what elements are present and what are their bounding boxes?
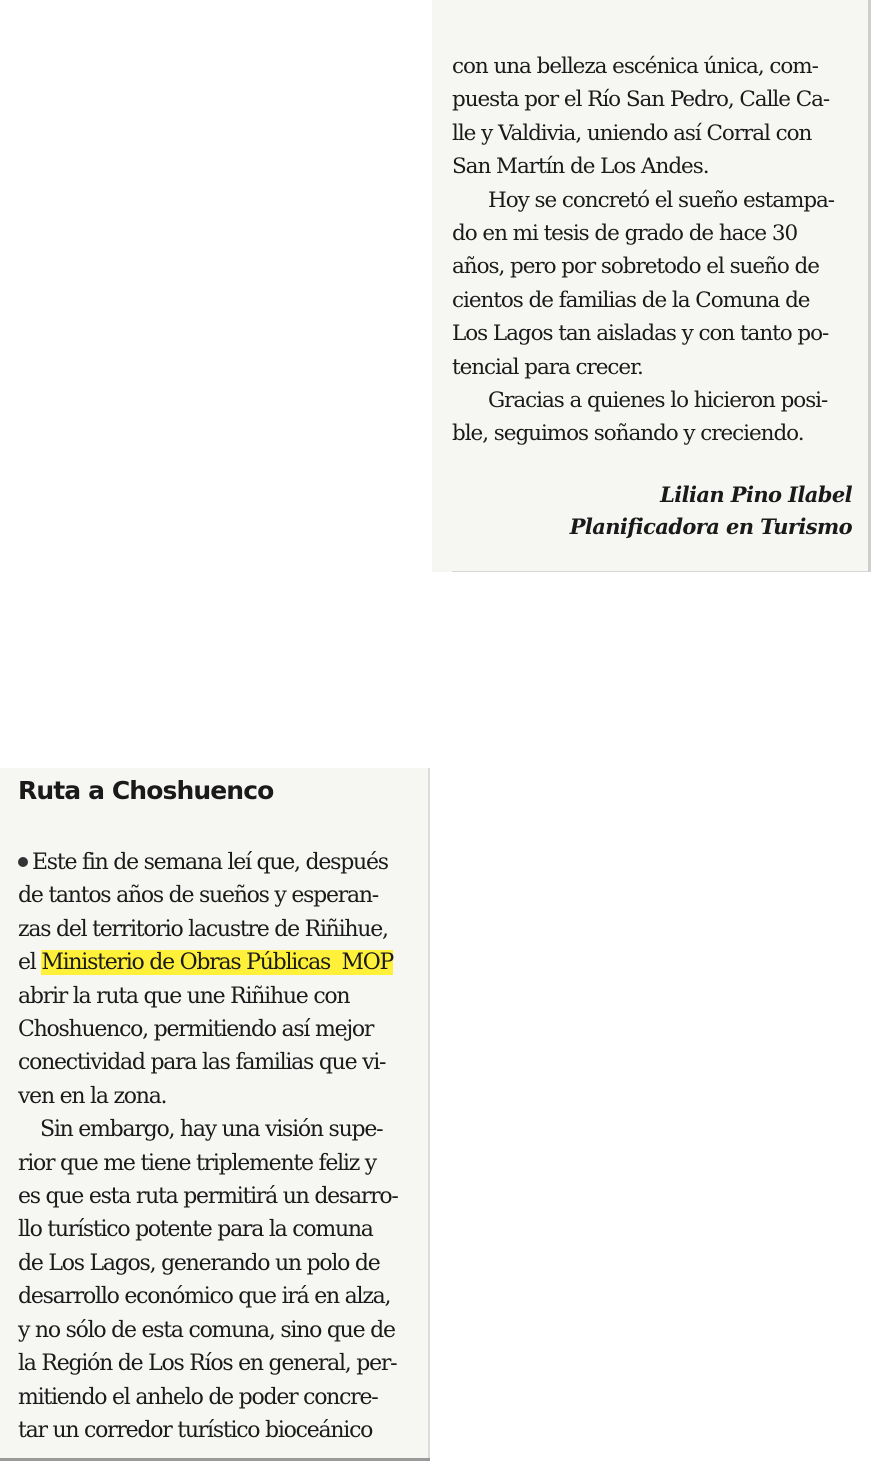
text-line: desarrollo económico que irá en alza, [18, 1284, 391, 1310]
text-line: años, pero por sobretodo el sueño de [452, 254, 819, 280]
text-line: zas del territorio lacustre de Riñihue, [18, 916, 388, 942]
text-line: ven en la zona. [18, 1083, 167, 1109]
text-line: San Martín de Los Andes. [452, 154, 709, 180]
text-line [18, 846, 418, 879]
continued-letter-clipping [432, 0, 868, 572]
signature-name: Lilian Pino Ilabel [660, 482, 852, 507]
text-span: el [18, 950, 42, 976]
text-line: llo turístico potente para la comuna [18, 1217, 373, 1243]
new-letter-body [18, 846, 418, 1447]
text-line: de tantos años de sueños y esperan- [18, 883, 378, 909]
text-line: ble, seguimos soñando y creciendo. [452, 421, 804, 447]
continued-letter-body [452, 50, 852, 451]
text-line: Los Lagos tan aisladas y con tanto po- [452, 321, 829, 347]
letter-headline: Ruta a Choshuenco [18, 776, 274, 805]
clipping-bottom-edge [452, 571, 868, 572]
text-line: de Los Lagos, generando un polo de [18, 1250, 380, 1276]
new-letter-clipping [0, 768, 428, 1458]
text-line: Sin embargo, hay una visión supe- [40, 1117, 383, 1143]
text-line: cientos de familias de la Comuna de [452, 287, 810, 313]
text-span: Este fin de semana leí que, después [32, 850, 388, 875]
text-line: tar un corredor turístico bioceánico [18, 1417, 373, 1443]
text-line: la Región de Los Ríos en general, per- [18, 1351, 397, 1377]
text-line: Choshuenco, permitiendo así mejor [18, 1017, 374, 1043]
text-line: do en mi tesis de grado de hace 30 [452, 221, 798, 247]
clipping-bottom-rule [0, 1458, 430, 1461]
clipping-right-edge [428, 768, 430, 1458]
text-line: y no sólo de esta comuna, sino que de [18, 1317, 395, 1343]
highlighted-text: Ministerio de Obras Públicas MOP [41, 950, 394, 976]
text-line: con una belleza escénica única, com- [452, 54, 818, 79]
text-line: puesta por el Río San Pedro, Calle Ca- [452, 87, 830, 113]
signature-role: Planificadora en Turismo [569, 514, 852, 539]
text-line: es que esta ruta permitirá un desarro- [18, 1184, 398, 1210]
bullet-icon [18, 857, 28, 867]
clipping-right-edge [868, 0, 871, 572]
text-line: rior que me tiene triplemente feliz y [18, 1150, 376, 1176]
text-line [18, 946, 418, 979]
text-line: Hoy se concretó el sueño estampa- [488, 187, 835, 213]
text-line: conectividad para las familias que vi- [18, 1050, 386, 1076]
text-line: abrir la ruta que une Riñihue con [18, 983, 350, 1009]
text-line: tencial para crecer. [452, 354, 643, 380]
text-line: mitiendo el anhelo de poder concre- [18, 1384, 378, 1410]
text-line: lle y Valdivia, uniendo así Corral con [452, 120, 812, 146]
text-line: Gracias a quienes lo hicieron posi- [488, 388, 828, 414]
